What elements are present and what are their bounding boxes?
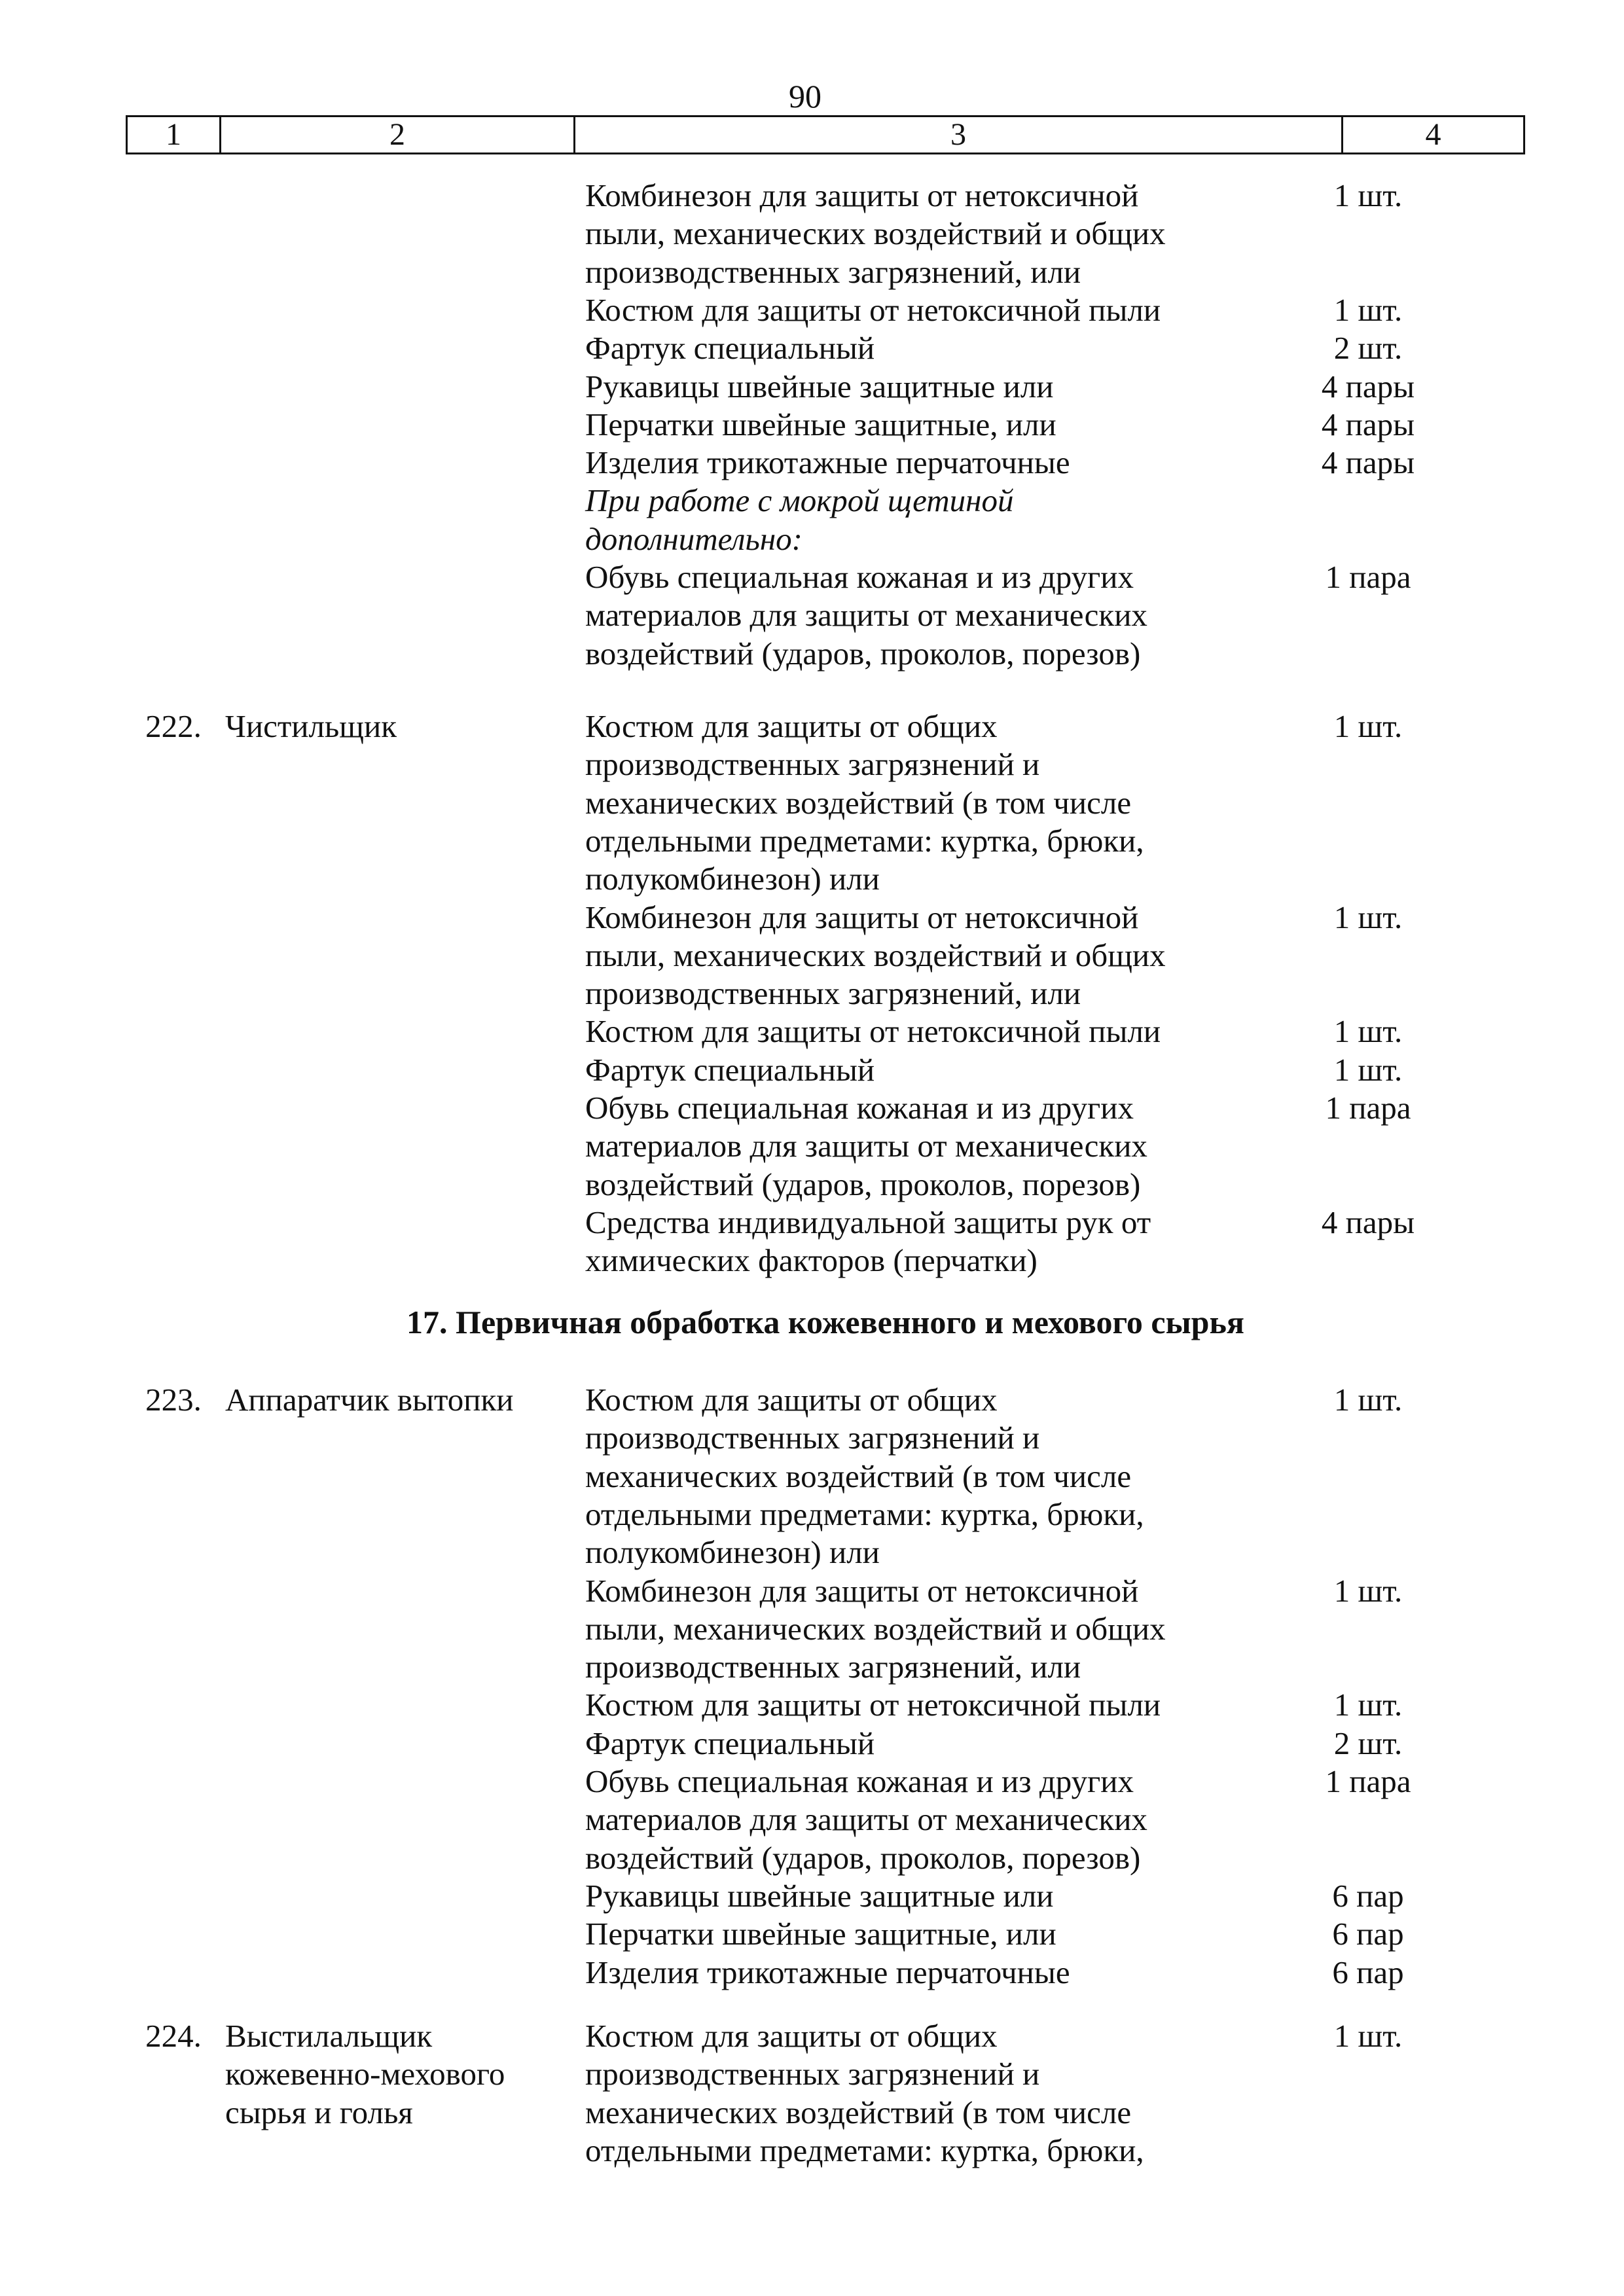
item-text: Перчатки швейные защитные, или — [585, 1916, 1056, 1952]
profession-name: Аппаратчик вытопки — [225, 1382, 514, 1418]
header-col-2: 2 — [221, 117, 575, 152]
header-col-4: 4 — [1425, 117, 1441, 152]
item-text: Комбинезон для защиты от нетоксичной — [585, 899, 1139, 935]
header-col-1: 1 — [128, 117, 221, 152]
item-text: производственных загрязнений, или — [585, 253, 1081, 290]
item-text: производственных загрязнений и — [585, 2056, 1040, 2092]
quantity: 1 шт. — [1333, 899, 1403, 935]
item-text: материалов для защиты от механических — [585, 1128, 1147, 1164]
profession-name: Чистильщик — [225, 708, 397, 744]
item-text: Обувь специальная кожаная и из других — [585, 1763, 1134, 1799]
row-number: 223. — [145, 1382, 202, 1418]
item-text: полукомбинезон) или — [585, 861, 880, 897]
page-number: 90 — [789, 78, 821, 115]
item-text: пыли, механических воздействий и общих — [585, 937, 1166, 973]
item-text: Изделия трикотажные перчаточные — [585, 1954, 1070, 1990]
item-text: Фартук специальный — [585, 330, 875, 367]
section-title: 17. Первичная обработка кожевенного и мехового сырья — [406, 1304, 1244, 1340]
item-text: материалов для защиты от механических — [585, 597, 1147, 634]
item-text: механических воздействий (в том числе — [585, 1458, 1132, 1494]
quantity: 4 пары — [1321, 1204, 1415, 1240]
item-text: отдельными предметами: куртка, брюки, — [585, 822, 1144, 859]
row-number: 224. — [145, 2018, 202, 2054]
item-text: Средства индивидуальной защиты рук от — [585, 1204, 1151, 1240]
quantity: 1 шт. — [1333, 708, 1403, 744]
item-text: Изделия трикотажные перчаточные — [585, 444, 1070, 481]
quantity: 1 шт. — [1333, 2018, 1403, 2054]
item-text: Костюм для защиты от общих — [585, 2018, 998, 2054]
item-text: Обувь специальная кожаная и из других — [585, 1090, 1134, 1126]
item-text: Перчатки швейные защитные, или — [585, 406, 1056, 442]
item-text: воздействий (ударов, проколов, порезов) — [585, 1839, 1141, 1876]
item-text: отдельными предметами: куртка, брюки, — [585, 1496, 1144, 1532]
item-text: Костюм для защиты от нетоксичной пыли — [585, 291, 1161, 328]
item-text: производственных загрязнений, или — [585, 1649, 1081, 1685]
item-text: материалов для защиты от механических — [585, 1801, 1147, 1838]
profession-name: Выстилальщик — [225, 2018, 433, 2054]
quantity: 4 пары — [1321, 406, 1415, 442]
item-text: Фартук специальный — [585, 1725, 875, 1761]
quantity: 2 шт. — [1333, 1725, 1403, 1761]
quantity: 4 пары — [1321, 444, 1415, 481]
item-text: Комбинезон для защиты от нетоксичной — [585, 1572, 1139, 1609]
row-number: 222. — [145, 708, 202, 744]
quantity: 1 шт. — [1333, 1572, 1403, 1609]
quantity: 1 шт. — [1333, 291, 1403, 328]
quantity: 4 пары — [1321, 368, 1415, 404]
quantity: 1 шт. — [1333, 177, 1403, 213]
item-text: Обувь специальная кожаная и из других — [585, 559, 1134, 595]
profession-name: сырья и голья — [225, 2094, 413, 2130]
item-text: Костюм для защиты от общих — [585, 1382, 998, 1418]
quantity: 1 пара — [1325, 1090, 1411, 1126]
item-text: Костюм для защиты от нетоксичной пыли — [585, 1013, 1161, 1050]
quantity: 1 пара — [1325, 559, 1411, 595]
item-text: воздействий (ударов, проколов, порезов) — [585, 1166, 1141, 1202]
item-text: производственных загрязнений и — [585, 1420, 1040, 1456]
item-text: механических воздействий (в том числе — [585, 2094, 1132, 2130]
item-text: производственных загрязнений и — [585, 746, 1040, 783]
quantity: 6 пар — [1332, 1877, 1404, 1914]
quantity: 1 шт. — [1333, 1013, 1403, 1050]
quantity: 1 шт. — [1333, 1687, 1403, 1723]
item-text: химических факторов (перчатки) — [585, 1242, 1038, 1279]
header-col-3: 3 — [575, 117, 1343, 152]
quantity: 1 шт. — [1333, 1382, 1403, 1418]
item-text: Рукавицы швейные защитные или — [585, 1877, 1054, 1914]
table-header — [126, 115, 1525, 154]
quantity: 1 шт. — [1333, 1051, 1403, 1088]
note-text: дополнительно: — [585, 520, 803, 557]
item-text: механических воздействий (в том числе — [585, 784, 1132, 821]
item-text: Костюм для защиты от нетоксичной пыли — [585, 1687, 1161, 1723]
item-text: Костюм для защиты от общих — [585, 708, 998, 744]
item-text: Фартук специальный — [585, 1051, 875, 1088]
item-text: отдельными предметами: куртка, брюки, — [585, 2132, 1144, 2168]
item-text: пыли, механических воздействий и общих — [585, 215, 1166, 252]
item-text: Комбинезон для защиты от нетоксичной — [585, 177, 1139, 213]
item-text: производственных загрязнений, или — [585, 975, 1081, 1012]
item-text: пыли, механических воздействий и общих — [585, 1610, 1166, 1647]
item-text: воздействий (ударов, проколов, порезов) — [585, 635, 1141, 672]
quantity: 6 пар — [1332, 1954, 1404, 1990]
quantity: 6 пар — [1332, 1916, 1404, 1952]
note-text: При работе с мокрой щетиной — [585, 482, 1014, 519]
profession-name: кожевенно-мехового — [225, 2056, 505, 2092]
quantity: 2 шт. — [1333, 330, 1403, 367]
quantity: 1 пара — [1325, 1763, 1411, 1799]
item-text: Рукавицы швейные защитные или — [585, 368, 1054, 404]
item-text: полукомбинезон) или — [585, 1534, 880, 1571]
